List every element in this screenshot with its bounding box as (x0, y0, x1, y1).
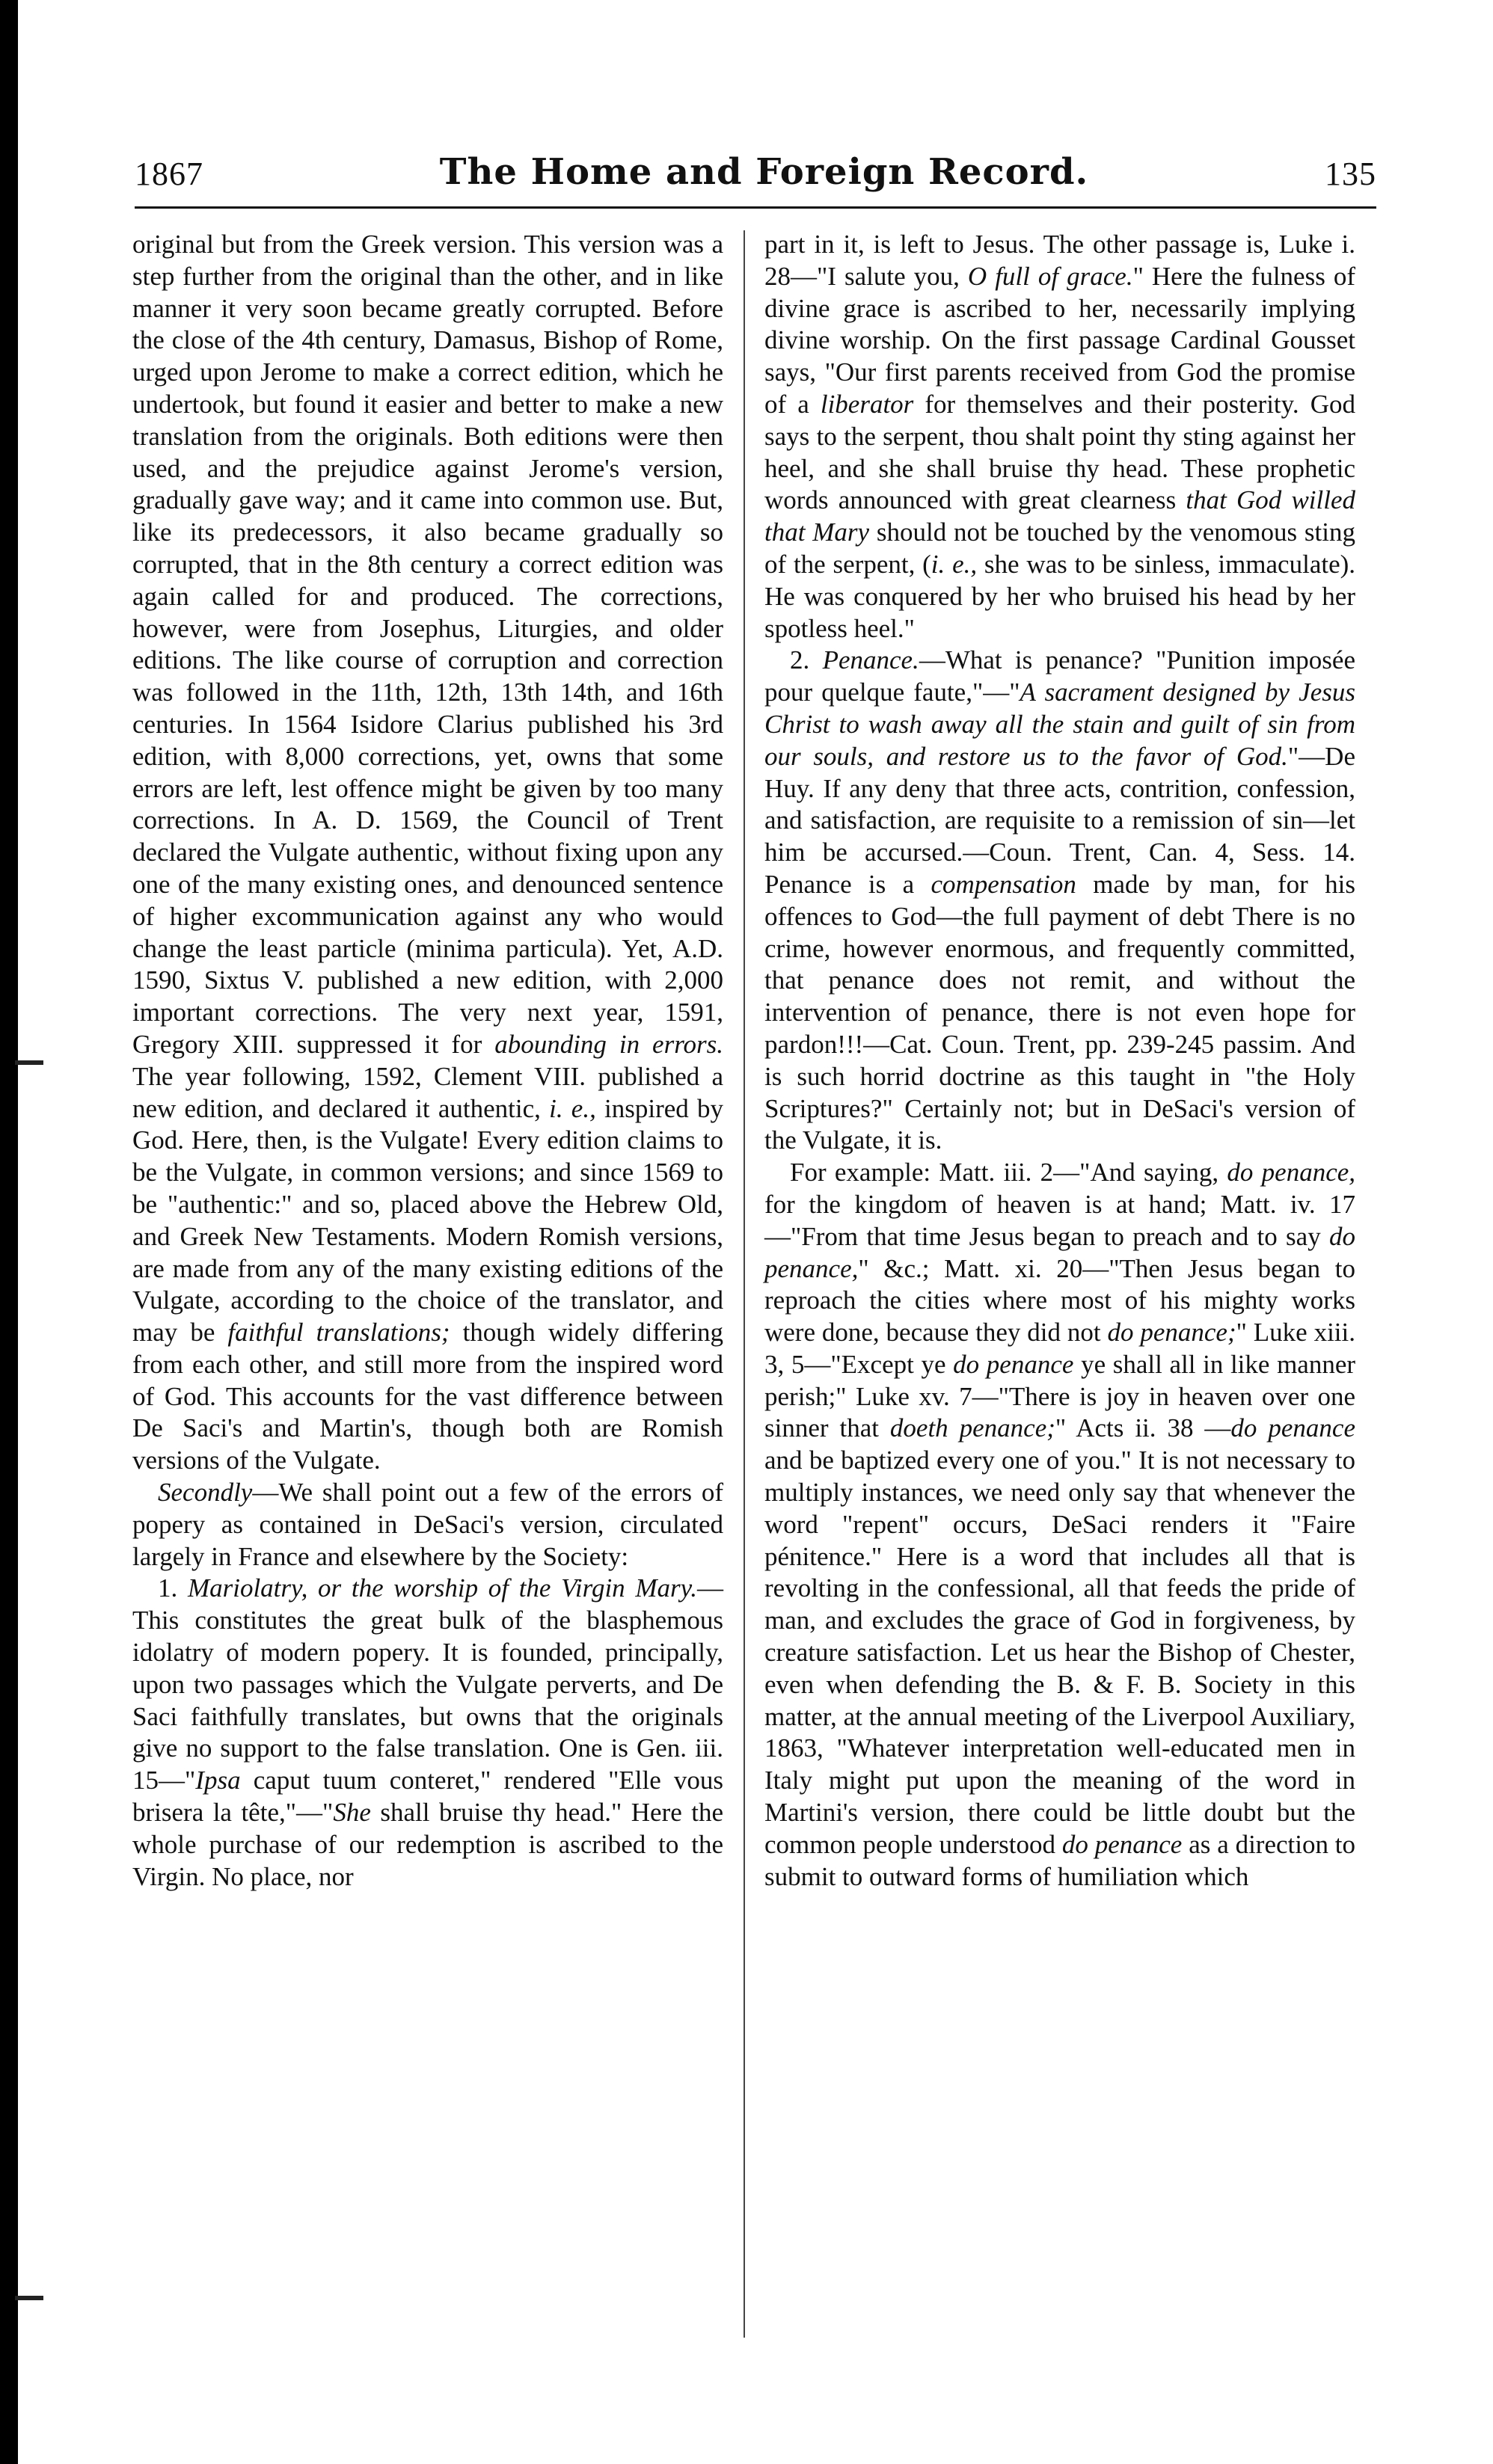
right-column (764, 229, 1355, 1893)
paragraph: 2. Penance.—What is penance? "Punition imposée pour quelque faute,"—"A sacrament designed by Jesus Christ to wash away all the stain and guilt of sin from our souls, and restore us to the favor of God."—De Huy. If any deny that three acts, contrition, confession, and satisfaction, are requisite to a remission of sin—let him be accursed.—Coun. Trent, Can. 4, Sess. 14. Penance is a compensation made by man, for his offences to God—the full payment of debt There is no crime, however enormous, and frequently committed, that penance does not remit, and without the intervention of penance, there is not even hope for pardon!!!—Cat. Coun. Trent, pp. 239-245 passim. And is such horrid doctrine as this taught in "the Holy Scriptures?" Certainly not; but in DeSaci's version of the Vulgate, it is. (764, 645, 1355, 1155)
running-header (135, 139, 1376, 193)
paragraph: part in it, is left to Jesus. The other passage is, Luke i. 28—"I salute you, O full of grace." Here the fulness of divine grace is ascribed to her, necessarily implying divine worship. On the first passage Cardinal Gousset says, "Our first parents received from God the promise of a liberator for themselves and their posterity. God says to the serpent, thou shalt point thy sting against her heel, and she shall bruise thy head. These prophetic words announced with great clearness that God willed that Mary should not be touched by the venomous sting of the serpent, (i. e., she was to be sinless, immaculate). He was conquered by her who bruised his head by her spotless heel." (764, 230, 1356, 643)
binding-mark (15, 1060, 43, 1065)
header-rule (135, 206, 1376, 209)
page-number: 135 (1324, 156, 1376, 192)
header-year: 1867 (135, 156, 203, 192)
page-binding-edge (0, 0, 18, 2464)
paragraph: Secondly—We shall point out a few of the errors of popery as contained in DeSaci's version, circulated largely in France and elsewhere by the Society: (132, 1478, 723, 1571)
binding-mark (15, 2296, 43, 2300)
paragraph: original but from the Greek version. This version was a step further from the original than the other, and in like manner it very soon became greatly corrupted. Before the close of the 4th century, Damasus, Bishop of Rome, urged upon Jerome to make a correct edition, which he undertook, but found it easier and better to make a new translation from the originals. Both editions were then used, and the prejudice against Jerome's version, gradually gave way; and it came into common use. But, like its predecessors, it also became gradually so corrupted, that in the 8th century a correct edition was again called for and produced. The corrections, however, were from Josephus, Liturgies, and older editions. The like course of corruption and correction was followed in the 11th, 12th, 13th 14th, and 16th centuries. In 1564 Isidore Clarius published his 3rd edition, with 8,000 corrections, yet, owns that some errors are left, lest offence might be given by too many corrections. In A. D. 1569, the Council of Trent declared the Vulgate authentic, without fixing upon any one of the many existing ones, and denounced sentence of higher excommunication against any who would change the least particle (minima particula). Yet, A.D. 1590, Sixtus V. published a new edition, with 2,000 important corrections. The very next year, 1591, Gregory XIII. suppressed it for abounding in errors. The year following, 1592, Clement VIII. published a new edition, and declared it authentic, i. e., inspired by God. Here, then, is the Vulgate! Every edition claims to be the Vulgate, in common versions; and since 1569 to be "authentic:" and so, placed above the Hebrew Old, and Greek New Testaments. Modern Romish versions, are made from any of the many existing editions of the Vulgate, according to the choice of the translator, and may be faithful translations; though widely differing from each other, and still more from the inspired word of God. This accounts for the vast difference between De Saci's and Martin's, though both are Romish versions of the Vulgate. (132, 230, 724, 1475)
paragraph: 1. Mariolatry, or the worship of the Virgin Mary.—This constitutes the great bulk of the blasphemous idolatry of modern popery. It is founded, principally, upon two passages which the Vulgate perverts, and De Saci faithfully translates, but owns that the originals give no support to the false translation. One is Gen. iii. 15—"Ipsa caput tuum conteret," rendered "Elle vous brisera la tête,"—"She shall bruise thy head." Here the whole purchase of our redemption is ascribed to the Virgin. No place, nor (132, 1573, 724, 1891)
header-title: The Home and Foreign Record. (439, 151, 1089, 193)
column-divider (744, 230, 745, 2338)
left-column (132, 229, 723, 1893)
paragraph: For example: Matt. iii. 2—"And saying, do penance, for the kingdom of heaven is at hand; Matt. iv. 17—"From that time Jesus began to preach and to say do penance," &c.; Matt. xi. 20—"Then Jesus began to reproach the cities where most of his mighty works were done, because they did not do penance;" Luke xiii. 3, 5—"Except ye do penance ye shall all in like manner perish;" Luke xv. 7—"There is joy in heaven over one sinner that doeth penance;" Acts ii. 38 —do penance and be baptized every one of you." It is not necessary to multiply instances, we need only say that whenever the word "repent" occurs, DeSaci renders it "Faire pénitence." Here is a word that includes all that is revolting in the confessional, all that feeds the pride of man, and excludes the grace of God in forgiveness, by creature satisfaction. Let us hear the Bishop of Chester, even when defending the B. & F. B. Society in this matter, at the annual meeting of the Liverpool Auxiliary, 1863, "Whatever interpretation well-educated men in Italy might put upon the meaning of the word in Martini's version, there could be little doubt but the common people understood do penance as a direction to submit to outward forms of humiliation which (764, 1158, 1356, 1891)
